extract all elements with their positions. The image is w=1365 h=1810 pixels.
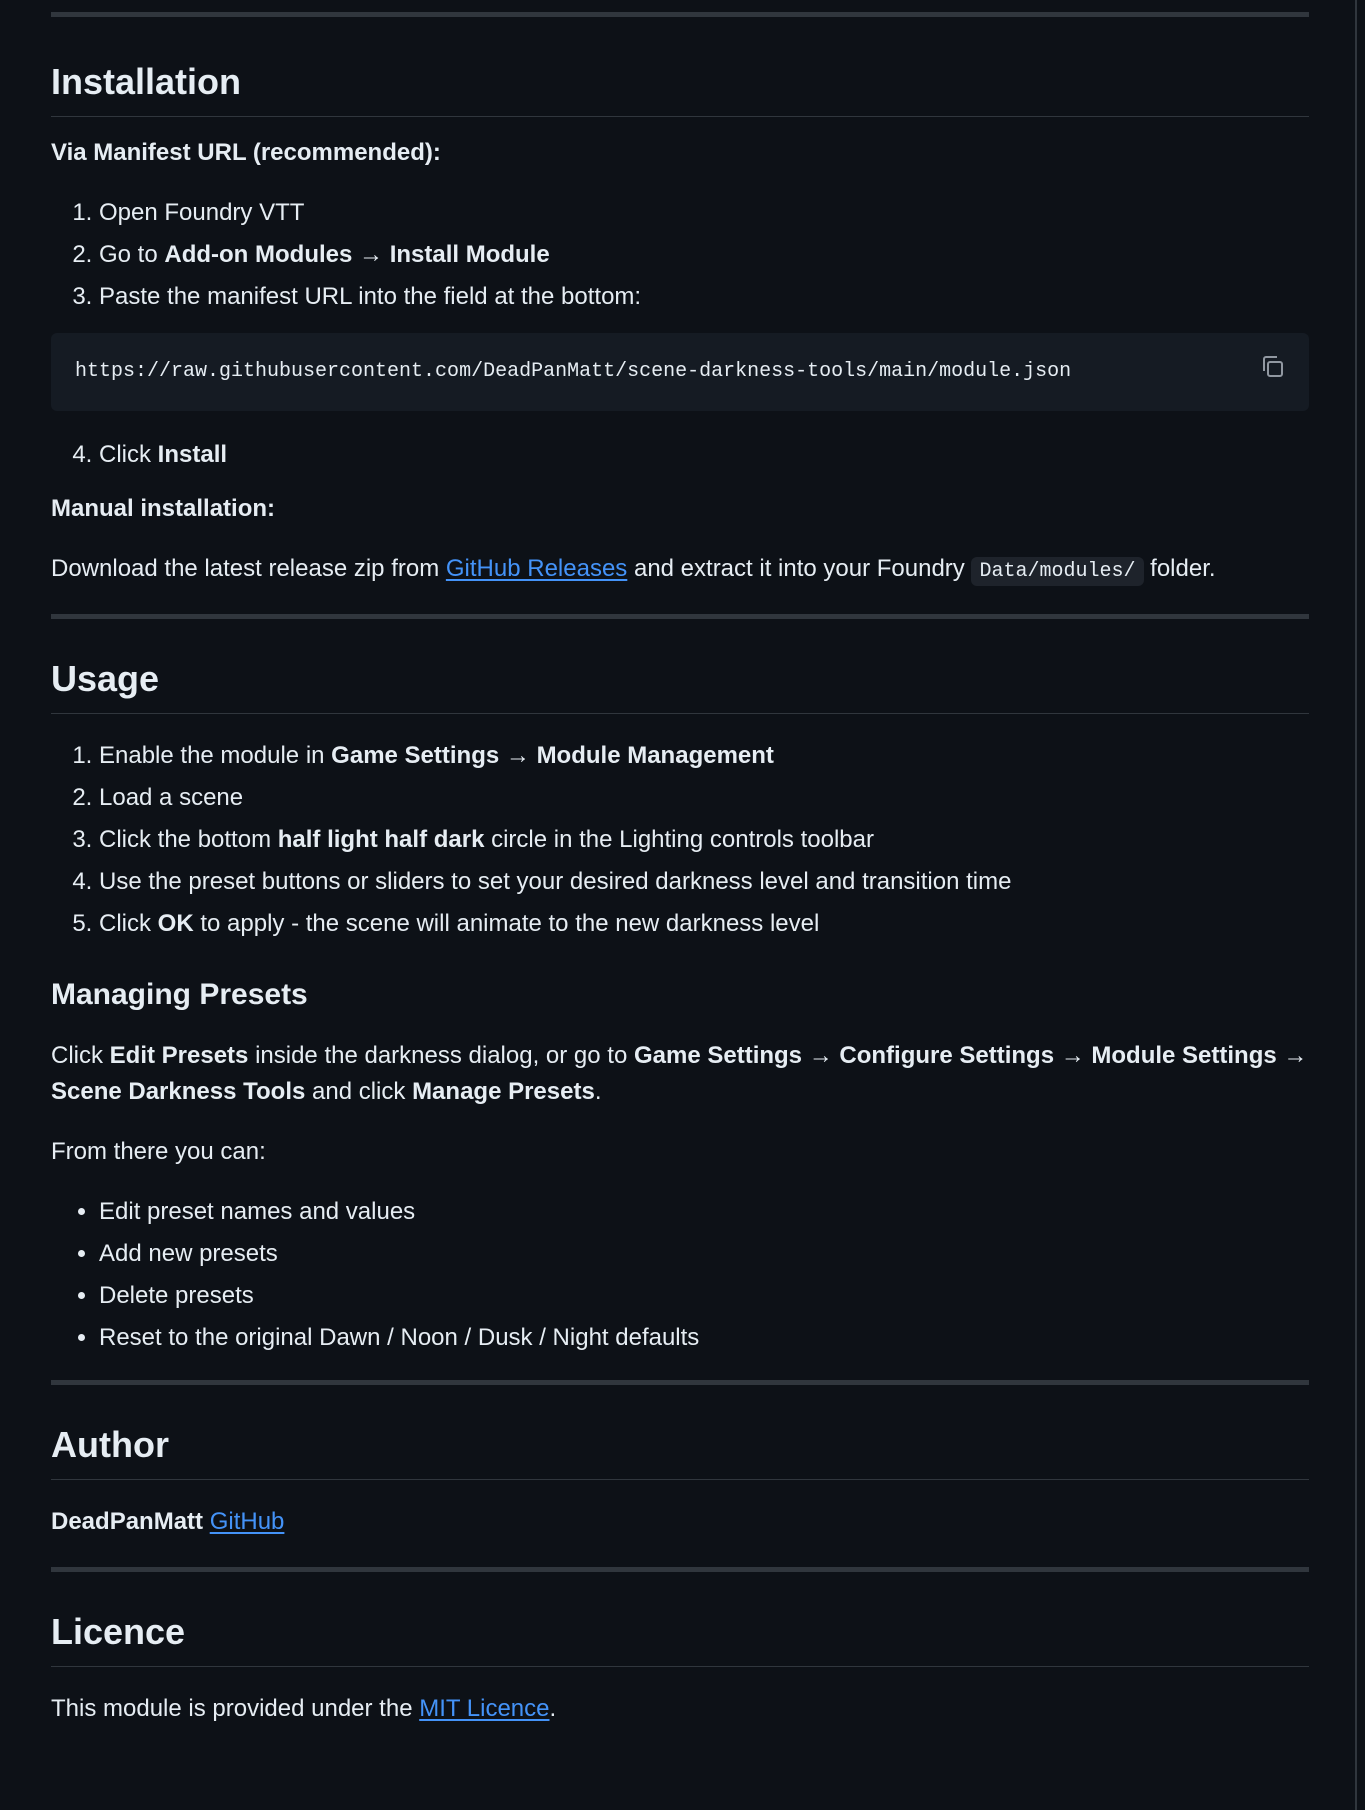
install-step-4-bold: Install bbox=[157, 441, 228, 468]
usage-step-1 bbox=[99, 738, 1309, 774]
list-item: • Delete presets bbox=[99, 1278, 1309, 1314]
usage-step-1-prefix: Enable the module in bbox=[99, 742, 332, 769]
licence-suffix: . bbox=[549, 1694, 557, 1722]
manifest-url-code: https://raw.githubusercontent.com/DeadPanMatt/scene-darkness-tools/main/module.json bbox=[75, 360, 1072, 383]
list-item: • Reset to the original Dawn / Noon / Dusk / Night defaults bbox=[99, 1320, 1309, 1356]
arrow-text: → bbox=[1276, 1041, 1308, 1069]
usage-step-5 bbox=[99, 906, 1309, 942]
copy-button[interactable] bbox=[1259, 353, 1287, 381]
section-divider bbox=[51, 1567, 1309, 1572]
install-step-2 bbox=[99, 237, 1309, 273]
install-step-3-text: Paste the manifest URL into the field at the bottom: bbox=[99, 283, 642, 310]
install-step-4 bbox=[99, 437, 1309, 473]
presets-bold-game-settings: Game Settings bbox=[633, 1041, 803, 1069]
manual-prefix: Download the latest release zip from bbox=[51, 555, 446, 582]
usage-step-3-bold: half light half dark bbox=[277, 826, 485, 853]
list-item: • Edit preset names and values bbox=[99, 1194, 1309, 1230]
presets-text-4: . bbox=[594, 1077, 602, 1105]
usage-step-3-prefix: Click the bottom bbox=[99, 826, 278, 853]
usage-heading: Usage bbox=[51, 656, 1309, 714]
licence-heading: Licence bbox=[51, 1609, 1309, 1667]
presets-bold-module-settings: Module Settings bbox=[1091, 1041, 1277, 1069]
mit-licence-link[interactable]: MIT Licence bbox=[419, 1694, 550, 1722]
presets-bold-configure-settings: Configure Settings bbox=[839, 1041, 1055, 1069]
install-step-2-bold-1: Add-on Modules bbox=[164, 241, 353, 268]
github-releases-link[interactable]: GitHub Releases bbox=[445, 555, 628, 582]
manual-suffix: folder. bbox=[1143, 555, 1216, 582]
install-step-2-prefix: Go to bbox=[99, 241, 165, 268]
manifest-subheading-text: Via Manifest URL (recommended): bbox=[51, 139, 441, 166]
manifest-subheading bbox=[51, 135, 1309, 171]
section-divider bbox=[51, 12, 1309, 17]
presets-bold-manage-presets: Manage Presets bbox=[412, 1077, 595, 1105]
usage-step-1-bold-2: Module Management bbox=[536, 742, 774, 769]
copy-icon bbox=[1259, 353, 1287, 381]
install-steps-list bbox=[51, 195, 1309, 315]
usage-step-5-suffix: to apply - the scene will animate to the new darkness level bbox=[193, 910, 820, 937]
install-steps-list-continued bbox=[51, 437, 1309, 473]
presets-bold-scene-darkness-tools: Scene Darkness Tools bbox=[51, 1077, 306, 1105]
usage-step-4 bbox=[99, 864, 1309, 900]
usage-step-4-text: Use the preset buttons or sliders to set your desired darkness level and transition time bbox=[99, 868, 1012, 895]
manual-install-paragraph bbox=[51, 551, 1309, 587]
usage-step-1-bold-1: Game Settings bbox=[331, 742, 500, 769]
manual-middle: and extract it into your Foundry bbox=[627, 555, 972, 582]
from-there-paragraph: From there you can: bbox=[51, 1137, 266, 1165]
install-step-2-bold-2: Install Module bbox=[389, 241, 550, 268]
licence-prefix: This module is provided under the bbox=[51, 1694, 420, 1722]
author-name: DeadPanMatt bbox=[51, 1507, 204, 1535]
usage-step-2-text: Load a scene bbox=[99, 784, 244, 811]
presets-paragraph bbox=[51, 1038, 1309, 1110]
presets-text-3: and click bbox=[305, 1077, 413, 1105]
managing-presets-heading: Managing Presets bbox=[51, 978, 308, 1011]
manual-subheading bbox=[51, 491, 1309, 527]
usage-step-3-suffix: circle in the Lighting controls toolbar bbox=[484, 826, 874, 853]
section-divider bbox=[51, 614, 1309, 619]
list-item: • Add new presets bbox=[99, 1236, 1309, 1272]
install-step-1-text: Open Foundry VTT bbox=[99, 199, 305, 226]
install-step-3 bbox=[99, 279, 1309, 315]
manifest-code-block bbox=[51, 333, 1309, 411]
author-github-link[interactable]: GitHub bbox=[209, 1507, 285, 1535]
readme-content bbox=[51, 0, 1309, 1727]
presets-text-1: Click bbox=[51, 1041, 110, 1069]
presets-text-2: inside the darkness dialog, or go to bbox=[248, 1041, 634, 1069]
licence-paragraph bbox=[51, 1691, 1309, 1727]
author-paragraph bbox=[51, 1504, 1309, 1540]
usage-step-2 bbox=[99, 780, 1309, 816]
presets-bold-edit-presets: Edit Presets bbox=[109, 1041, 249, 1069]
usage-step-5-bold: OK bbox=[157, 910, 194, 937]
modules-path-code: Data/modules/ bbox=[971, 557, 1143, 586]
arrow-text: → bbox=[1054, 1041, 1092, 1069]
installation-heading: Installation bbox=[51, 59, 1309, 117]
arrow-text: → bbox=[352, 241, 390, 268]
arrow-text: → bbox=[802, 1041, 840, 1069]
presets-bullet-list bbox=[51, 1194, 1309, 1356]
usage-steps-list bbox=[51, 738, 1309, 942]
section-divider bbox=[51, 1380, 1309, 1385]
usage-step-5-prefix: Click bbox=[99, 910, 158, 937]
install-step-1 bbox=[99, 195, 1309, 231]
page-right-border bbox=[1355, 0, 1357, 1810]
usage-step-3 bbox=[99, 822, 1309, 858]
manual-subheading-text: Manual installation: bbox=[51, 495, 276, 522]
arrow-text: → bbox=[499, 742, 537, 769]
install-step-4-prefix: Click bbox=[99, 441, 158, 468]
author-heading: Author bbox=[51, 1422, 1309, 1480]
